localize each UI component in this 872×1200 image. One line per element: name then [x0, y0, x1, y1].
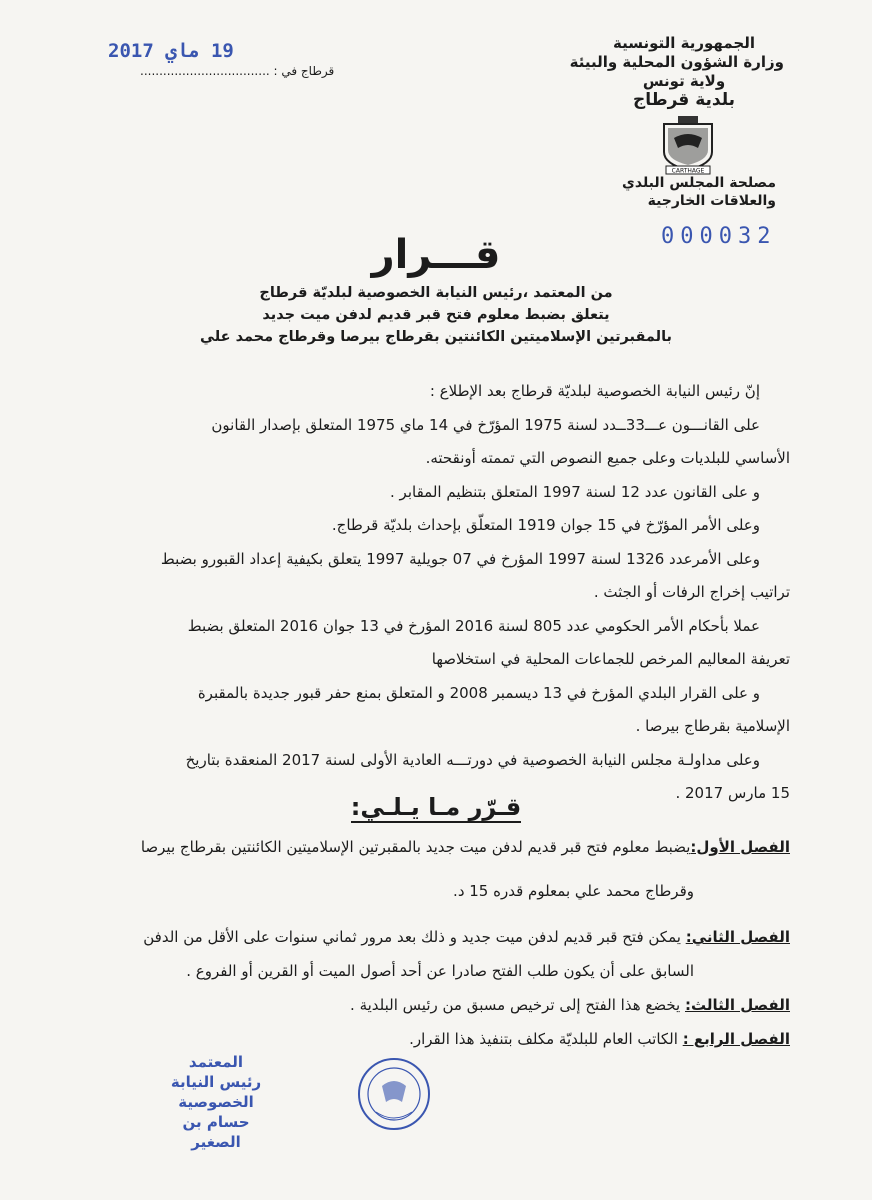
articles — [85, 830, 790, 1056]
document-title: قـــرار — [371, 232, 501, 278]
governorate-name: ولاية تونس — [642, 72, 726, 90]
article-2 — [85, 920, 790, 954]
preamble-intro: إنّ رئيس النيابة الخصوصية لبلديّة قرطاج بعد الإطلاع : — [429, 382, 760, 400]
dept-line-2: والعلاقات الخارجية — [647, 193, 776, 209]
article-3-label: الفصل الثالث: — [685, 996, 790, 1014]
article-1-continued: وقرطاج محمد علي بمعلوم قدره 15 د. — [453, 882, 694, 900]
municipality-name: بلدية قرطاج — [632, 90, 736, 110]
decree-subject — [0, 282, 872, 348]
subject-line-1: من المعتمد ،رئيس النيابة الخصوصية لبلديّة قرطاج — [259, 285, 613, 301]
republic-name: الجمهورية التونسية — [613, 34, 755, 52]
article-1 — [85, 830, 790, 864]
carthage-emblem-icon — [656, 114, 720, 176]
official-seal-icon — [356, 1056, 432, 1132]
subject-line-3: بالمقبرتين الإسلاميتين الكائنتين بقرطاج بيرصا وقرطاج محمد علي — [200, 329, 672, 345]
preamble — [85, 375, 790, 811]
article-2-continued: السابق على أن يكون طلب الفتح صادرا عن أحد أصول الميت أو القرين أو الفروع . — [186, 962, 694, 980]
article-1-label: الفصل الأول: — [690, 838, 790, 856]
preamble-line: تراتيب إخراج الرفات أو الجثث . — [593, 583, 790, 601]
preamble-line: على القانـــون عـــ33ــدد لسنة 1975 المؤرّخ في 14 ماي 1975 المتعلق بإصدار القانون — [211, 415, 760, 434]
article-3-text: يخضع هذا الفتح إلى ترخيص مسبق من رئيس البلدية . — [350, 996, 685, 1014]
decided-heading — [0, 793, 872, 821]
carthage-date-line: قرطاج في : .................................. — [140, 64, 335, 78]
signature-block — [156, 1052, 276, 1152]
preamble-line: 15 مارس 2017 . — [675, 784, 790, 802]
preamble-line: الإسلامية بقرطاج بيرصا . — [635, 717, 790, 735]
department — [596, 174, 776, 210]
preamble-line: عملا بأحكام الأمر الحكومي عدد 805 لسنة 2016 المؤرخ في 13 جوان 2016 المتعلق بضبط — [187, 616, 760, 635]
signature-name: حسام بن الصغير — [182, 1113, 250, 1151]
subject-line-2: يتعلق بضبط معلوم فتح قبر قديم لدفن ميت جديد — [262, 307, 610, 323]
preamble-line: تعريفة المعاليم المرخص للجماعات المحلية في استخلاصها — [431, 650, 790, 668]
article-4-label: الفصل الرابع : — [682, 1030, 790, 1048]
date-stamp: 19 ماي 2017 — [108, 40, 234, 62]
signature-role: رئيس النيابة الخصوصية — [170, 1073, 262, 1111]
preamble-line: الأساسي للبلديات وعلى جميع النصوص التي تممته أونقحته. — [425, 449, 790, 467]
preamble-line: وعلى مداولـة مجلس النيابة الخصوصية في دورتـــه العادية الأولى لسنة 2017 المنعقدة بتاريخ — [185, 750, 760, 769]
emblem-label: CARTHAGE — [671, 167, 705, 175]
article-2-label: الفصل الثاني: — [685, 928, 790, 946]
dept-line-1: مصلحة المجلس البلدي — [622, 175, 776, 191]
article-3 — [85, 988, 790, 1022]
preamble-line: وعلى الأمرعدد 1326 لسنة 1997 المؤرخ في 07 جويلية 1997 يتعلق بكيفية إعداد القبورو بضبط — [160, 549, 760, 568]
article-4 — [85, 1022, 790, 1056]
preamble-line: و على القرار البلدي المؤرخ في 13 ديسمبر 2008 و المتعلق بمنع حفر قبور جديدة بالمقبرة — [197, 683, 760, 702]
letterhead — [569, 34, 784, 110]
reference-number: 000032 — [661, 224, 777, 249]
ministry-name: وزارة الشؤون المحلية والبيئة — [569, 53, 784, 71]
preamble-line: وعلى الأمر المؤرّخ في 15 جوان 1919 المتعلّق بإحداث بلديّة قرطاج. — [331, 516, 760, 534]
decided-text: قـرّر مـا يـلـي: — [350, 793, 522, 821]
signature-title: المعتمد — [188, 1053, 244, 1071]
article-1-text: يضبط معلوم فتح قبر قديم لدفن ميت جديد بالمقبرتين الإسلاميتين الكائنتين بقرطاج بيرصا — [140, 838, 691, 856]
preamble-line: و على القانون عدد 12 لسنة 1997 المتعلق بتنظيم المقابر . — [390, 482, 760, 501]
article-4-text: الكاتب العام للبلديّة مكلف بتنفيذ هذا القرار. — [409, 1030, 683, 1048]
article-2-text: يمكن فتح قبر قديم لدفن ميت جديد و ذلك بعد مرور ثماني سنوات على الأقل من الدفن — [143, 928, 686, 946]
